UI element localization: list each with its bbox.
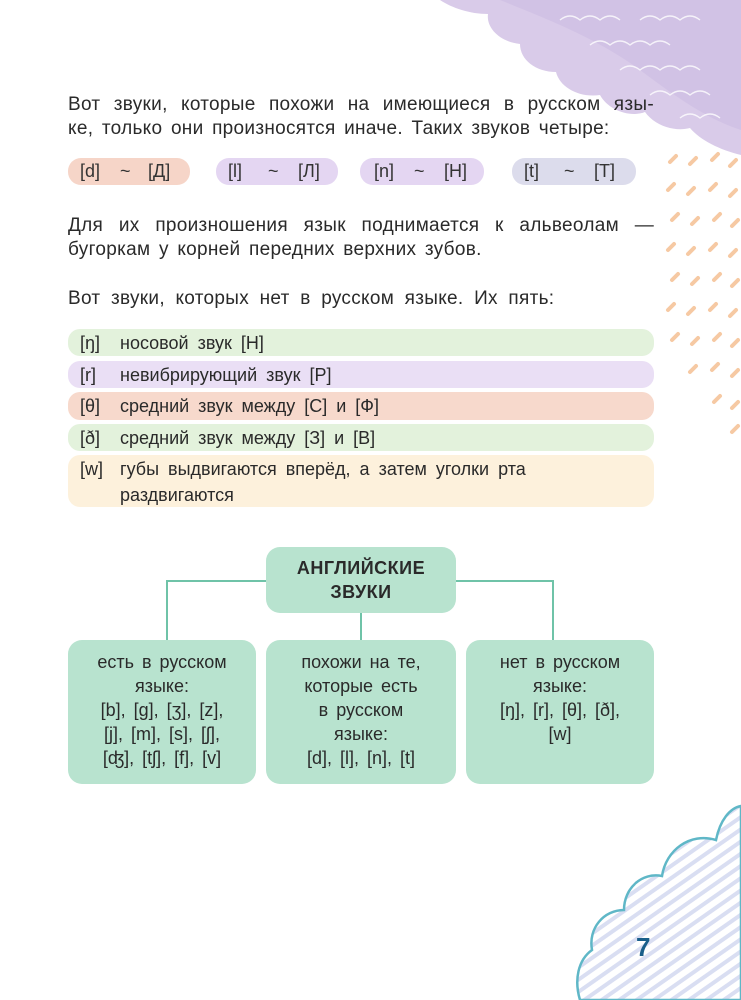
sound-description: носовой звук [Н] [120,333,264,353]
card-heading-line: языке: [532,676,588,696]
missing-sound-row-ng [68,329,654,356]
russian-sound: [Д] [148,161,171,181]
connector-right-vertical [552,580,554,640]
card-heading [68,640,256,698]
sound-description: раздвигаются [120,485,234,505]
sound-pair-l [216,158,338,185]
missing-sound-row-eth [68,424,654,451]
connector-left-vertical [166,580,168,640]
english-sound: [d] [80,161,101,181]
sound-symbol: [w] [80,459,104,479]
sound-description: средний звук между [С] и [Ф] [120,396,379,416]
card-heading-line: есть в русском [97,652,227,672]
missing-sound-row-w [68,455,654,507]
sound-pair-t [512,158,636,185]
alveolar-line: бугоркам у корней передних верхних зубов. [68,239,482,260]
tilde-separator: ~ [414,161,425,181]
card-heading-line: в русском [318,700,404,720]
card-heading-line: которые есть [304,676,418,696]
card-sounds [266,746,456,770]
card-heading [466,640,654,698]
sound-description: средний звук между [З] и [В] [120,428,376,448]
missing-sound-row-r [68,361,654,388]
card-heading-line: нет в русском [499,652,621,672]
card-sounds [68,698,256,770]
intro-line: ке, только они произносятся иначе. Таких звуков четыре: [68,118,610,139]
intro-paragraph [68,93,654,141]
card-sounds-line: [ŋ], [r], [θ], [ð], [499,700,621,720]
sound-symbol: [r] [80,365,96,385]
orange-dash-decoration [660,150,741,440]
tilde-separator: ~ [564,161,575,181]
striped-cloud-decoration [570,800,741,1000]
tilde-separator: ~ [120,161,131,181]
sound-pair-d [68,158,190,185]
connector-left-horizontal [166,580,266,582]
card-sounds-line: [ʤ], [tʃ], [f], [v] [102,748,222,768]
card-sounds-line: [b], [g], [ʒ], [z], [100,700,224,720]
card-sounds-line: [d], [l], [n], [t] [306,748,416,768]
sound-symbol: [ŋ] [80,333,101,353]
russian-sound: [Л] [298,161,320,181]
tilde-separator: ~ [268,161,279,181]
intro-line: Вот звуки, которые похожи на имеющиеся в русском язы- [68,94,654,115]
card-heading-line: языке: [134,676,190,696]
card-heading-line: похожи на те, [301,652,421,672]
english-sound: [t] [524,161,540,181]
russian-sound: [Т] [594,161,615,181]
english-sound: [l] [228,161,243,181]
sound-description: невибрирующий звук [Р] [120,365,332,385]
connector-center-vertical [360,613,362,640]
card-sounds-line: [w] [548,724,572,744]
missing-intro: Вот звуки, которых нет в русском языке. Их пять: [68,288,555,309]
english-sounds-hub [266,547,456,613]
missing-sound-row-theta [68,392,654,420]
hub-title: ЗВУКИ [330,582,392,602]
sound-pair-n [360,158,484,185]
card-heading-line: языке: [333,724,389,744]
card-similar [266,640,456,784]
russian-sound: [Н] [444,161,468,181]
sound-symbol: [ð] [80,428,101,448]
english-sound: [n] [374,161,395,181]
sound-description: губы выдвигаются вперёд, а затем уголки рта [120,459,526,479]
sound-symbol: [θ] [80,396,101,416]
card-not-in-russian [466,640,654,784]
card-heading [266,640,456,746]
card-sounds-line: [j], [m], [s], [ʃ], [103,724,220,744]
connector-right-horizontal [456,580,554,582]
card-in-russian [68,640,256,784]
card-sounds [466,698,654,746]
hub-title: АНГЛИЙСКИЕ [296,558,426,578]
alveolar-paragraph [68,214,654,262]
alveolar-line: Для их произношения язык поднимается к альвеолам — [68,215,654,236]
page-number: 7 [636,932,651,962]
